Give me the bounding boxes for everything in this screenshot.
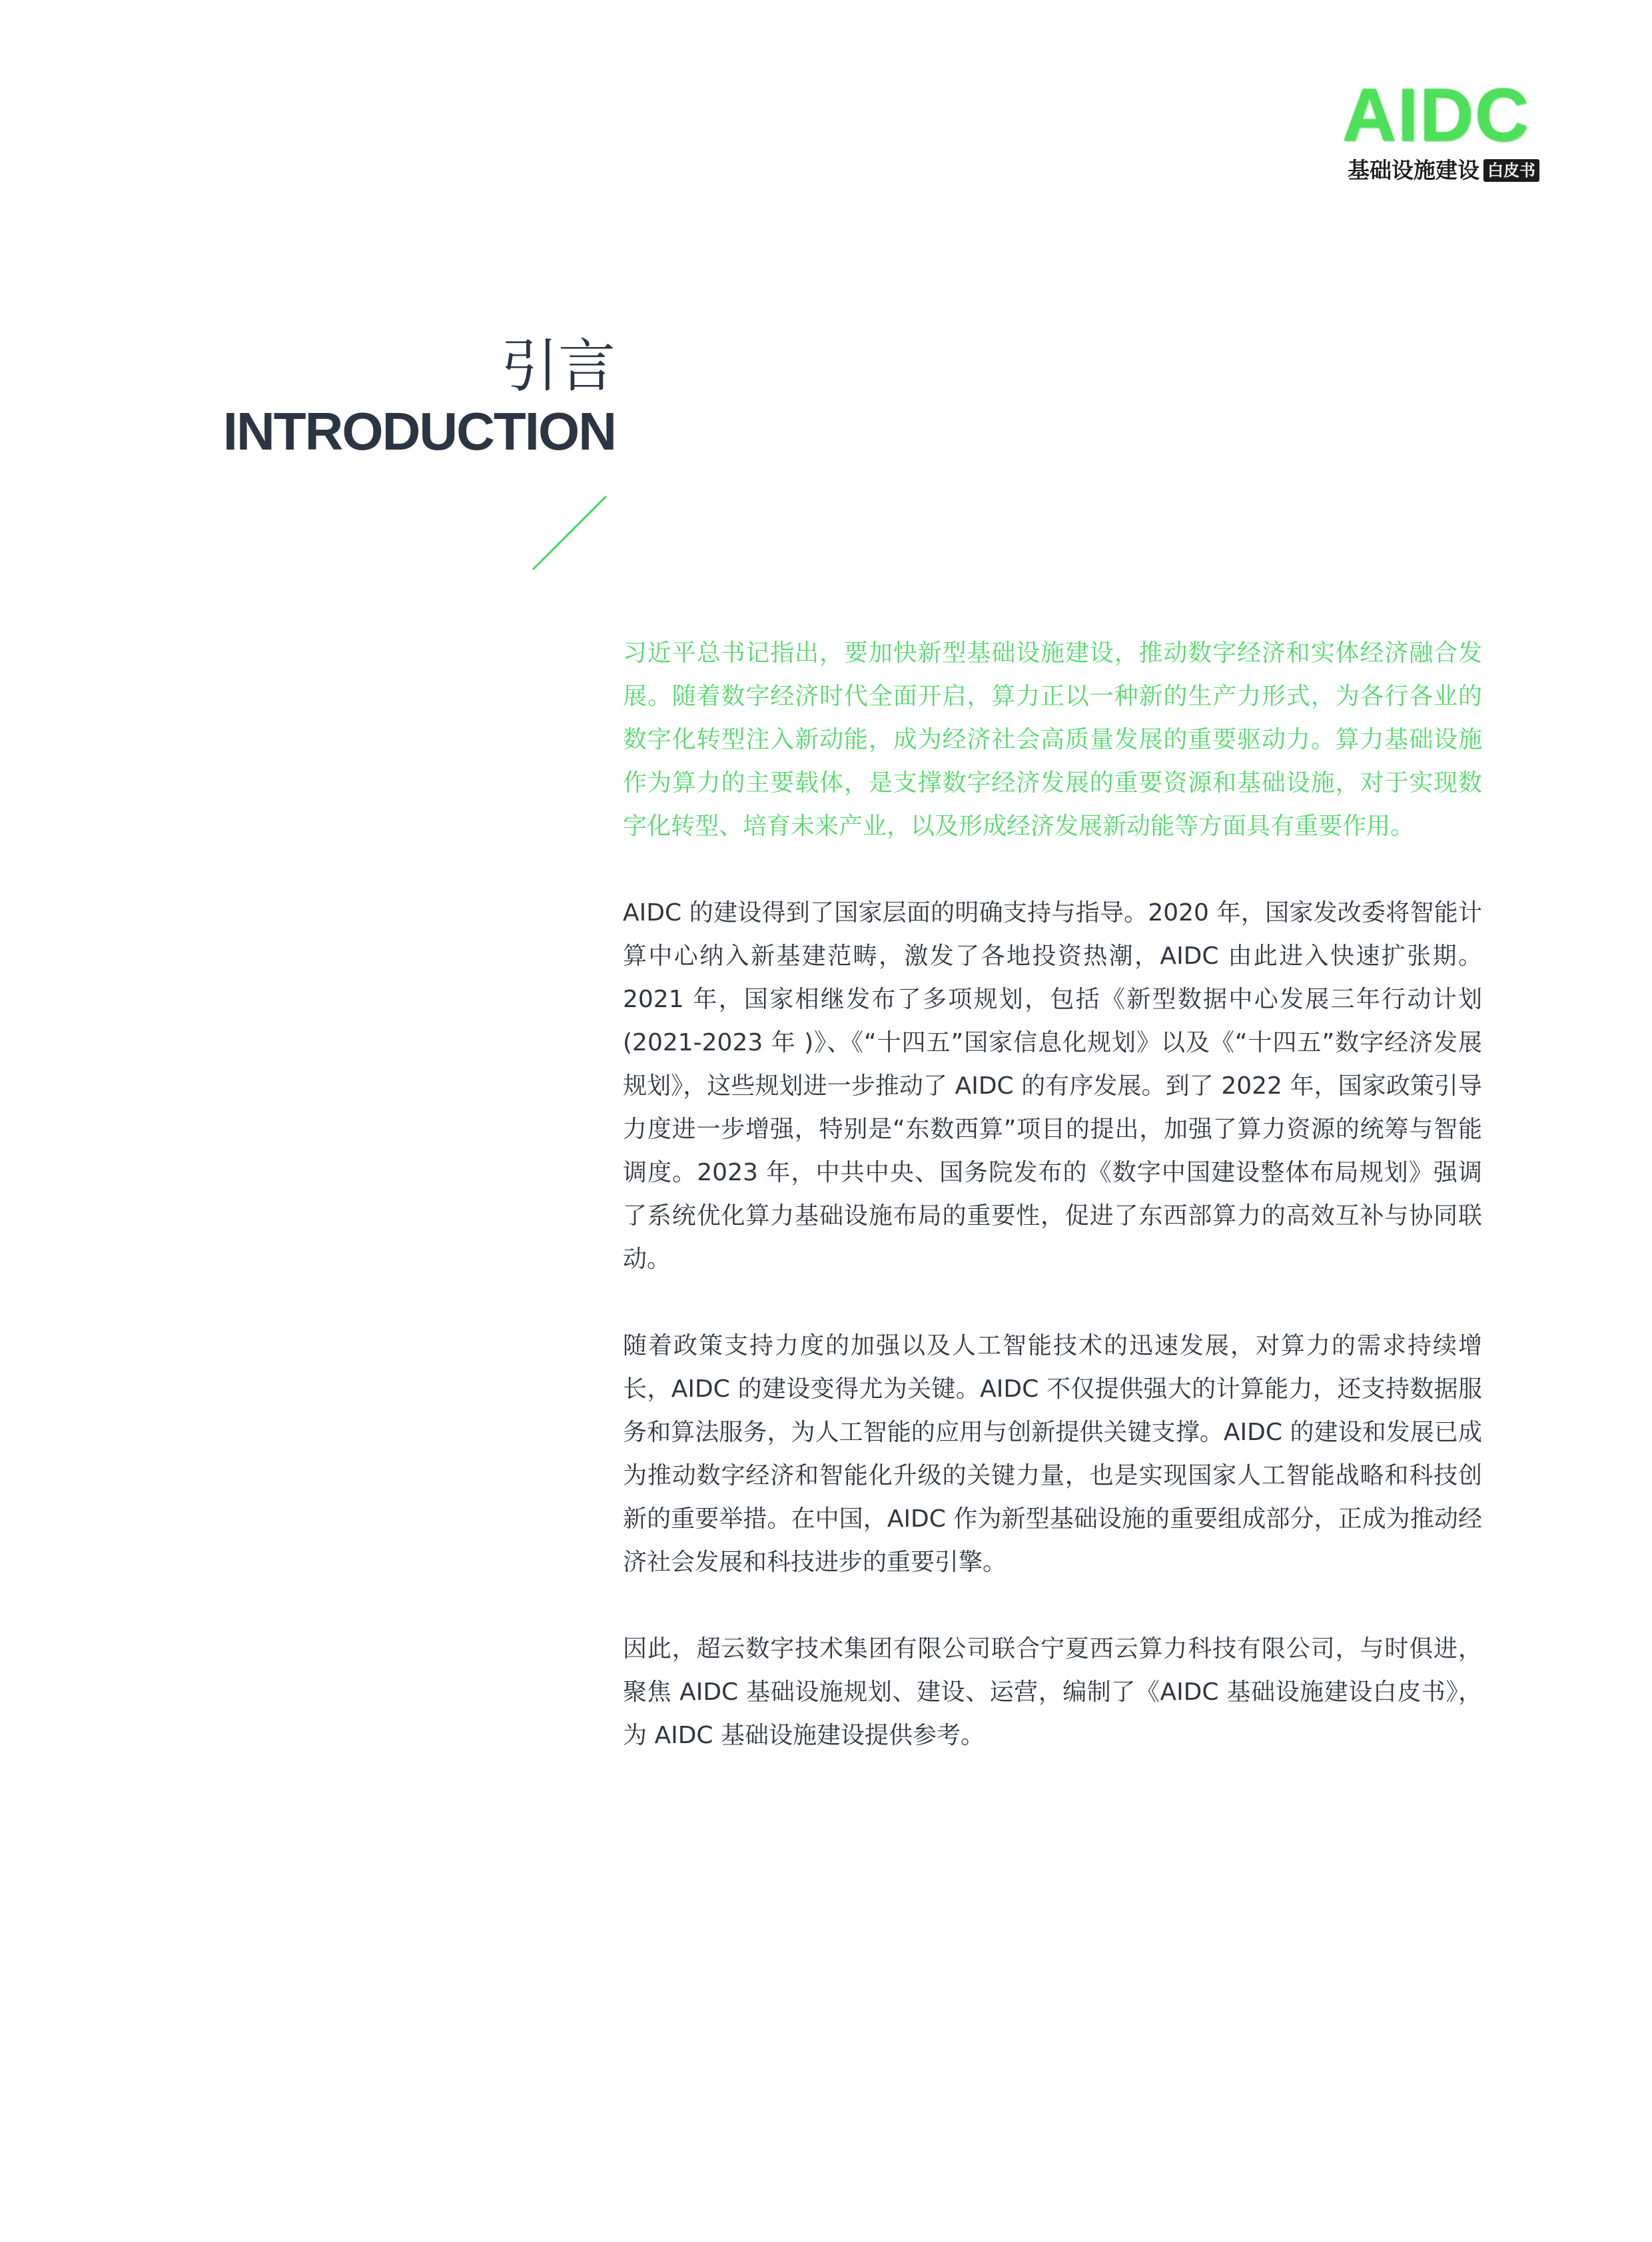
intro-body <box>623 631 1482 1800</box>
decorative-slash-line <box>530 493 610 573</box>
intro-paragraph: 随着政策支持力度的加强以及人工智能技术的迅速发展，对算力的需求持续增长，AIDC 的建设变得尤为关键。AIDC 不仅提供强大的计算能力，还支持数据服务和算法服务，为人工智能的应用与创新提供关键支撑。AIDC 的建设和发展已成为推动数字经济和智能化升级的关键力量，也是实现国家人工智能战略和科技创新的重要举措。在中国，AIDC 作为新型基础设施的重要组成部分，正成为推动经济社会发展和科技进步的重要引擎。 <box>623 1332 1482 1576</box>
intro-paragraph-lead: 习近平总书记指出，要加快新型基础设施建设，推动数字经济和实体经济融合发展。随着数字经济时代全面开启，算力正以一种新的生产力形式，为各行各业的数字化转型注入新动能，成为经济社会高质量发展的重要驱动力。算力基础设施作为算力的主要载体，是支撑数字经济发展的重要资源和基础设施，对于实现数字化转型、培育未来产业，以及形成经济发展新动能等方面具有重要作用。 <box>623 639 1482 840</box>
logo-mark: AIDC <box>1342 73 1530 157</box>
section-title-cn: 引言 <box>501 333 616 400</box>
intro-paragraph: 因此，超云数字技术集团有限公司联合宁夏西云算力科技有限公司，与时俱进，聚焦 AIDC 基础设施规划、建设、运营，编制了《AIDC 基础设施建设白皮书》，为 AIDC 基础设施建设提供参考。 <box>623 1635 1482 1749</box>
intro-paragraph: AIDC 的建设得到了国家层面的明确支持与指导。2020 年，国家发改委将智能计算中心纳入新基建范畴，激发了各地投资热潮，AIDC 由此进入快速扩张期。2021 年，国家相继发布了多项规划，包括《新型数据中心发展三年行动计划(2021-2023 年 )》、《“十四五”国家信息化规划》以及《“十四五”数字经济发展规划》，这些规划进一步推动了 AIDC 的有序发展。到了 2022 年，国家政策引导力度进一步增强，特别是“东数西算”项目的提出，加强了算力资源的统筹与智能调度。2023 年，中共中央、国务院发布的《数字中国建设整体布局规划》强调了系统优化算力基础设施布局的重要性，促进了东西部算力的高效互补与协同联动。 <box>623 899 1482 1273</box>
brand-logo <box>1342 73 1542 185</box>
logo-subtitle: 基础设施建设 <box>1348 157 1479 183</box>
section-title-en: INTRODUCTION <box>222 402 616 461</box>
logo-subtitle-row <box>1348 157 1539 184</box>
logo-badge: 白皮书 <box>1483 159 1539 182</box>
